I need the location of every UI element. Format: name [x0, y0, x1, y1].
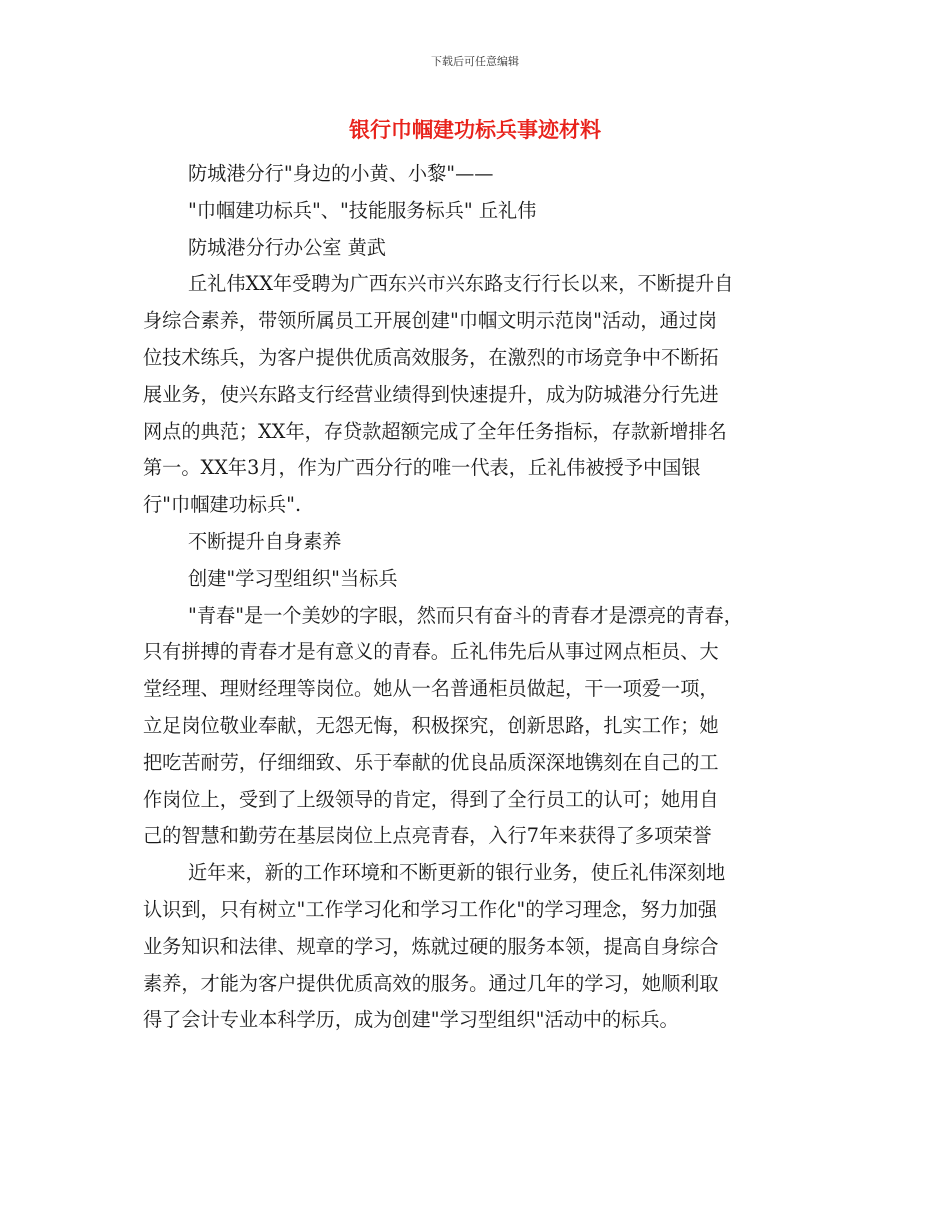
body-line: "巾帼建功标兵"、"技能服务标兵" 丘礼伟 [188, 198, 537, 222]
body-line: 位技术练兵，为客户提供优质高效服务，在激烈的市场竞争中不断拓 [143, 345, 719, 369]
body-line: 素养，才能为客户提供优质高效的服务。通过几年的学习，她顺利取 [143, 971, 719, 995]
body-line: 第一。XX年3月，作为广西分行的唯一代表，丘礼伟被授予中国银 [143, 456, 701, 480]
body-line: 丘礼伟XX年受聘为广西东兴市兴东路支行行长以来，不断提升自 [188, 272, 734, 296]
body-line: 近年来，新的工作环境和不断更新的银行业务，使丘礼伟深刻地 [188, 861, 726, 885]
body-line: 不断提升自身素养 [188, 529, 342, 553]
body-line: 得了会计专业本科学历，成为创建"学习型组织"活动中的标兵。 [143, 1008, 679, 1032]
body-line: 业务知识和法律、规章的学习，炼就过硬的服务本领，提高自身综合 [143, 934, 719, 958]
body-line: 堂经理、理财经理等岗位。她从一名普通柜员做起，干一项爱一项， [143, 677, 719, 701]
body-line: 创建"学习型组织"当标兵 [188, 566, 398, 590]
body-line: 身综合素养，带领所属员工开展创建"巾帼文明示范岗"活动，通过岗 [143, 309, 718, 333]
header-note: 下载后可任意编辑 [431, 55, 519, 68]
body-line: 展业务，使兴东路支行经营业绩得到快速提升，成为防城港分行先进 [143, 382, 719, 406]
body-line: 防城港分行"身边的小黄、小黎"—— [188, 162, 494, 185]
document-title: 银行巾帼建功标兵事迹材料 [349, 118, 601, 142]
body-line: 立足岗位敬业奉献，无怨无悔，积极探究，创新思路，扎实工作；她 [143, 713, 719, 737]
body-line: 网点的典范；XX年，存贷款超额完成了全年任务指标，存款新增排名 [143, 419, 727, 443]
body-line: 认识到，只有树立"工作学习化和学习工作化"的学习理念，努力加强 [143, 897, 718, 921]
body-line: 防城港分行办公室 黄武 [188, 235, 386, 259]
document-body [143, 156, 815, 1039]
body-line: 把吃苦耐劳，仔细细致、乐于奉献的优良品质深深地镌刻在自己的工 [143, 750, 719, 774]
body-line: 行"巾帼建功标兵". [143, 493, 302, 517]
body-line: 只有拼搏的青春才是有意义的青春。丘礼伟先后从事过网点柜员、大 [143, 640, 719, 664]
body-line: 作岗位上，受到了上级领导的肯定，得到了全行员工的认可；她用自 [143, 787, 719, 811]
body-line: 己的智慧和勤劳在基层岗位上点亮青春，入行7年来获得了多项荣誉 [143, 824, 712, 848]
body-line: "青春"是一个美妙的字眼，然而只有奋斗的青春才是漂亮的青春， [188, 603, 743, 627]
